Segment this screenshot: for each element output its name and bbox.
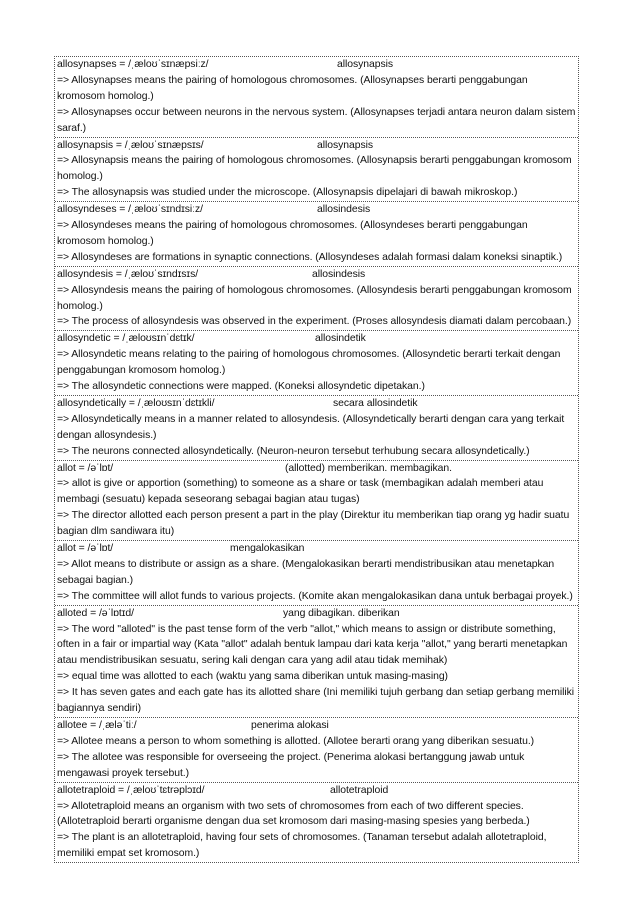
entry-term: allosyndesis = /ˌæloʊˈsɪndɪsɪs/ <box>57 268 199 280</box>
entry-allosyndeses <box>55 201 578 266</box>
entry-translation: allosynapsis <box>337 59 394 70</box>
entry-example: => The committee will allot funds to various projects. (Komite akan mengalokasikan dana untuk berbagai proyek.) <box>57 590 573 602</box>
entry-definition: => allot is give or apportion (something) to someone as a share or task (membagikan adalah memberi atau membagi (sesuatu) kepada seseorang sebagai bagian atau tugas) <box>57 478 544 506</box>
entry-translation: allosynapsis <box>317 139 374 151</box>
entry-definition: => Allosyndeses means the pairing of homologous chromosomes. (Allosyndeses berarti penggabungan kromosom homolog.) <box>57 220 528 247</box>
entry-header <box>57 57 577 73</box>
entry-example: => The director allotted each person present a part in the play (Direktur itu memberikan tiap orang yg hadir suatu bagian dlm sandiwara itu) <box>57 510 570 538</box>
entry-term: allotetraploid = /ˌæloʊˈtɛtrəplɔɪd/ <box>57 784 205 796</box>
entry-definition: => Allotee means a person to whom something is allotted. (Allotee berarti orang yang diberikan sesuatu.) <box>57 735 535 747</box>
entry-header <box>57 138 577 154</box>
entry-header <box>57 606 577 622</box>
entry-term: allot = /əˈlɒt/ <box>57 543 114 555</box>
entry-header <box>57 396 577 412</box>
entry-translation: yang dibagikan. diberikan <box>283 607 400 619</box>
entry-definition: => Allosyndetically means in a manner related to allosyndesis. (Allosyndetically berarti dengan cara yang terkait dengan allosyndesis.) <box>57 413 565 441</box>
entry-header <box>57 202 577 218</box>
entry-example: => The allosynapsis was studied under the microscope. (Allosynapsis dipelajari di bawah mikroskop.) <box>57 187 518 199</box>
entry-term: allosynapses = /ˌæloʊˈsɪnæpsiːz/ <box>57 59 209 70</box>
entry-header <box>57 331 577 347</box>
entry-header <box>57 718 577 734</box>
entry-allotetraploid <box>55 782 578 863</box>
entry-translation: (allotted) memberikan. membagikan. <box>285 462 452 474</box>
entry-allosynapses <box>55 57 578 137</box>
dictionary-table <box>54 56 579 863</box>
entry-definition: => Allosyndesis means the pairing of homologous chromosomes. (Allosyndesis berarti penggabungan kromosom homolog.) <box>57 284 572 312</box>
entry-example: => It has seven gates and each gate has its allotted share (Ini memiliki tujuh gerbang dan setiap gerbang memiliki bagiannya sendiri) <box>57 687 575 715</box>
entry-allosynapsis <box>55 137 578 202</box>
entry-term: allosyndetically = /ˌæloʊsɪnˈdɛtɪkli/ <box>57 397 215 409</box>
entry-definition: => Allosyndetic means relating to the pairing of homologous chromosomes. (Allosyndetic berarti terkait dengan penggabungan kromosom homolog.) <box>57 349 561 377</box>
entry-translation: mengalokasikan <box>230 543 305 555</box>
entry-definition: => Allot means to distribute or assign as a share. (Mengalokasikan berarti mendistribusikan atau menetapkan sebagai bagian.) <box>57 558 555 586</box>
entry-header <box>57 783 577 799</box>
entry-translation: allosindetik <box>315 333 366 345</box>
entry-term: allosynapsis = /ˌæloʊˈsɪnæpsɪs/ <box>57 139 204 151</box>
entry-header <box>57 267 577 283</box>
entry-translation: allosindesis <box>317 204 371 216</box>
entry-example: => The plant is an allotetraploid, having four sets of chromosomes. (Tanaman tersebut adalah allotetraploid, memiliki empat set kromosom.) <box>57 832 547 860</box>
entry-allosyndesis <box>55 266 578 331</box>
entry-allosyndetic <box>55 330 578 395</box>
entry-definition: => Allosynapsis means the pairing of homologous chromosomes. (Allosynapsis berarti penggabungan kromosom homolog.) <box>57 155 572 183</box>
entry-example: => equal time was allotted to each (waktu yang sama diberikan untuk masing-masing) <box>57 671 448 683</box>
entry-term: allosyndetic = /ˌæloʊsɪnˈdɛtɪk/ <box>57 333 195 345</box>
entry-translation: allotetraploid <box>330 784 389 796</box>
entry-translation: penerima alokasi <box>251 720 329 732</box>
entry-allosyndetically <box>55 395 578 460</box>
entry-term: allotee = /ˌæləˈtiː/ <box>57 720 137 732</box>
entry-header <box>57 461 577 477</box>
entry-allot-1 <box>55 460 578 541</box>
entry-allot-2 <box>55 540 578 605</box>
entry-definition: => The word "alloted" is the past tense form of the verb "allot," which means to assign or distribute something, often in a fair or impartial way (Kata "allot" adalah bentuk lampau dari kata kerja "allot," yang berarti menetapkan atau mendistribusikan sesuatu, sering kali dengan cara yang adil atau tidak memihak) <box>57 623 568 667</box>
entry-example: => The allotee was responsible for overseeing the project. (Penerima alokasi bertanggung jawab untuk mengawasi proyek tersebut.) <box>57 751 525 779</box>
entry-allotee <box>55 717 578 782</box>
entry-header <box>57 541 577 557</box>
entry-example: => The allosyndetic connections were mapped. (Koneksi allosyndetic dipetakan.) <box>57 381 425 393</box>
entry-definition: => Allosynapses means the pairing of homologous chromosomes. (Allosynapses berarti penggabungan kromosom homolog.) <box>57 74 528 102</box>
entry-example: => The process of allosyndesis was observed in the experiment. (Proses allosyndesis diamati dalam percobaan.) <box>57 316 572 328</box>
entry-example: => Allosyndeses are formations in synaptic connections. (Allosyndeses adalah formasi dalam koneksi sinaptik.) <box>57 251 563 263</box>
entry-translation: allosindesis <box>312 268 366 280</box>
entry-example: => The neurons connected allosyndetically. (Neuron-neuron tersebut terhubung secara allosyndetically.) <box>57 445 530 457</box>
entry-translation: secara allosindetik <box>333 397 418 409</box>
entry-term: allosyndeses = /ˌæloʊˈsɪndɪsiːz/ <box>57 204 203 216</box>
entry-alloted <box>55 605 578 717</box>
entry-term: allot = /əˈlɒt/ <box>57 462 114 474</box>
entry-definition: => Allotetraploid means an organism with two sets of chromosomes from each of two different species. (Allotetraploid berarti organisme dengan dua set kromosom dari masing-masing spesies yang berbeda.) <box>57 800 530 828</box>
entry-term: alloted = /əˈlɒtɪd/ <box>57 607 134 619</box>
entry-example: => Allosynapses occur between neurons in the nervous system. (Allosynapses terjadi antara neuron dalam sistem saraf.) <box>57 106 576 134</box>
